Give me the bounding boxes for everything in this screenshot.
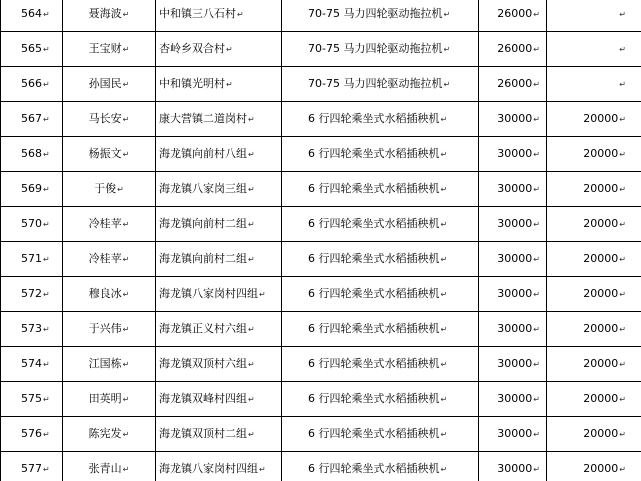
cell-number-text: 569 [21,182,42,195]
paragraph-mark-icon: ↵ [440,290,448,299]
cell-machine [282,382,479,417]
cell-village [156,382,282,417]
cell-machine-text: 6 行四轮乘坐式水稻插秧机 [308,427,440,440]
cell-machine-text: 6 行四轮乘坐式水稻插秧机 [308,217,440,230]
cell-number [1,172,63,207]
cell-number [1,242,63,277]
cell-name [63,102,156,137]
paragraph-mark-icon: ↵ [619,115,626,124]
cell-number [1,382,63,417]
cell-price-text: 30000 [497,182,533,195]
paragraph-mark-icon: ↵ [440,150,448,159]
cell-price-text: 26000 [497,77,533,90]
cell-number-text: 565 [21,42,42,55]
cell-number-text: 574 [21,357,42,370]
cell-machine-text: 6 行四轮乘坐式水稻插秧机 [308,287,440,300]
cell-subsidy [547,417,641,452]
cell-village-text: 海龙镇双峰村四组 [159,392,247,405]
cell-machine [282,32,479,67]
paragraph-mark-icon: ↵ [43,220,50,229]
table-row [1,242,641,277]
cell-subsidy [547,452,641,481]
cell-number-text: 564 [21,7,42,20]
cell-name-text: 聂海波 [88,7,122,20]
table-row [1,137,641,172]
cell-price-text: 30000 [497,147,533,160]
cell-number-text: 572 [21,287,42,300]
cell-subsidy-text: 20000 [583,217,619,230]
paragraph-mark-icon: ↵ [43,430,50,439]
paragraph-mark-icon: ↵ [122,45,130,54]
cell-machine [282,347,479,382]
cell-number-text: 566 [21,77,42,90]
cell-subsidy [547,137,641,172]
paragraph-mark-icon: ↵ [43,325,50,334]
cell-price-text: 30000 [497,392,533,405]
cell-subsidy [547,312,641,347]
cell-machine [282,312,479,347]
cell-name-text: 江国栋 [88,357,122,370]
cell-subsidy-text: 20000 [583,147,619,160]
paragraph-mark-icon: ↵ [533,150,540,159]
cell-name [63,0,156,32]
cell-name [63,382,156,417]
cell-village [156,102,282,137]
cell-village-text: 海龙镇双顶村二组 [159,427,247,440]
cell-price [479,277,547,312]
paragraph-mark-icon: ↵ [248,185,255,194]
cell-village [156,67,282,102]
cell-village [156,277,282,312]
cell-number [1,452,63,481]
paragraph-mark-icon: ↵ [122,150,130,159]
cell-number-text: 571 [21,252,42,265]
paragraph-mark-icon: ↵ [248,395,255,404]
cell-village-text: 海龙镇正义村六组 [159,322,247,335]
cell-subsidy-text: 20000 [583,357,619,370]
cell-machine-text: 6 行四轮乘坐式水稻插秧机 [308,112,440,125]
cell-village [156,347,282,382]
cell-number [1,102,63,137]
cell-subsidy-text: 20000 [583,252,619,265]
cell-number [1,0,63,32]
paragraph-mark-icon: ↵ [533,115,540,124]
paragraph-mark-icon: ↵ [122,360,130,369]
paragraph-mark-icon: ↵ [533,220,540,229]
cell-name-text: 杨振文 [88,147,122,160]
paragraph-mark-icon: ↵ [443,45,451,54]
cell-village [156,207,282,242]
cell-subsidy [547,242,641,277]
paragraph-mark-icon: ↵ [43,395,50,404]
cell-machine-text: 6 行四轮乘坐式水稻插秧机 [308,462,440,475]
cell-village-text: 海龙镇八家岗村四组 [159,462,258,475]
cell-village [156,417,282,452]
paragraph-mark-icon: ↵ [619,465,626,474]
table-row [1,417,641,452]
cell-subsidy [547,32,641,67]
paragraph-mark-icon: ↵ [248,360,255,369]
paragraph-mark-icon: ↵ [43,10,50,19]
table-row [1,32,641,67]
cell-price [479,137,547,172]
paragraph-mark-icon: ↵ [43,80,50,89]
table-row [1,347,641,382]
paragraph-mark-icon: ↵ [619,45,626,54]
paragraph-mark-icon: ↵ [440,395,448,404]
cell-name [63,347,156,382]
paragraph-mark-icon: ↵ [43,115,50,124]
cell-name-text: 王宝财 [88,42,122,55]
paragraph-mark-icon: ↵ [440,465,448,474]
paragraph-mark-icon: ↵ [43,360,50,369]
cell-price [479,102,547,137]
cell-machine-text: 70-75 马力四轮驱动拖拉机 [308,77,443,90]
paragraph-mark-icon: ↵ [122,395,130,404]
cell-village [156,32,282,67]
cell-number [1,207,63,242]
cell-number-text: 568 [21,147,42,160]
cell-village-text: 海龙镇双顶村六组 [159,357,247,370]
cell-name [63,67,156,102]
paragraph-mark-icon: ↵ [248,325,255,334]
paragraph-mark-icon: ↵ [122,115,130,124]
cell-machine-text: 70-75 马力四轮驱动拖拉机 [308,7,443,20]
paragraph-mark-icon: ↵ [619,220,626,229]
paragraph-mark-icon: ↵ [619,325,626,334]
cell-machine [282,102,479,137]
paragraph-mark-icon: ↵ [440,220,448,229]
paragraph-mark-icon: ↵ [440,255,448,264]
paragraph-mark-icon: ↵ [533,45,540,54]
cell-subsidy [547,0,641,32]
cell-village [156,242,282,277]
cell-name-text: 田英明 [88,392,122,405]
cell-price-text: 30000 [497,357,533,370]
cell-price [479,417,547,452]
cell-price-text: 30000 [497,217,533,230]
cell-machine-text: 6 行四轮乘坐式水稻插秧机 [308,182,440,195]
table-row [1,452,641,481]
cell-village [156,172,282,207]
cell-subsidy [547,207,641,242]
cell-subsidy [547,102,641,137]
cell-village [156,452,282,481]
paragraph-mark-icon: ↵ [122,430,130,439]
cell-machine [282,242,479,277]
paragraph-mark-icon: ↵ [259,465,266,474]
cell-subsidy [547,172,641,207]
cell-price [479,382,547,417]
cell-price-text: 30000 [497,322,533,335]
cell-subsidy [547,67,641,102]
paragraph-mark-icon: ↵ [533,255,540,264]
cell-number [1,347,63,382]
paragraph-mark-icon: ↵ [440,430,448,439]
paragraph-mark-icon: ↵ [533,290,540,299]
cell-name [63,277,156,312]
cell-price-text: 26000 [497,42,533,55]
paragraph-mark-icon: ↵ [122,465,130,474]
cell-subsidy-text: 20000 [583,287,619,300]
cell-name [63,452,156,481]
cell-price [479,32,547,67]
paragraph-mark-icon: ↵ [533,395,540,404]
paragraph-mark-icon: ↵ [533,185,540,194]
paragraph-mark-icon: ↵ [443,80,451,89]
cell-number [1,312,63,347]
paragraph-mark-icon: ↵ [440,360,448,369]
cell-subsidy [547,277,641,312]
cell-price-text: 30000 [497,287,533,300]
cell-subsidy-text: 20000 [583,112,619,125]
paragraph-mark-icon: ↵ [43,185,50,194]
paragraph-mark-icon: ↵ [122,80,130,89]
cell-machine-text: 6 行四轮乘坐式水稻插秧机 [308,147,440,160]
cell-name [63,137,156,172]
paragraph-mark-icon: ↵ [248,220,255,229]
paragraph-mark-icon: ↵ [443,10,451,19]
cell-name-text: 穆良冰 [88,287,122,300]
cell-machine-text: 6 行四轮乘坐式水稻插秧机 [308,252,440,265]
paragraph-mark-icon: ↵ [440,325,448,334]
paragraph-mark-icon: ↵ [43,290,50,299]
cell-number-text: 575 [21,392,42,405]
paragraph-mark-icon: ↵ [533,80,540,89]
cell-name-text: 陈宪发 [88,427,122,440]
paragraph-mark-icon: ↵ [122,220,130,229]
paragraph-mark-icon: ↵ [619,360,626,369]
paragraph-mark-icon: ↵ [122,10,130,19]
table-row [1,277,641,312]
cell-name-text: 冷桂苹 [88,252,122,265]
paragraph-mark-icon: ↵ [226,45,233,54]
cell-village-text: 海龙镇向前村二组 [159,252,247,265]
cell-village [156,312,282,347]
cell-machine [282,452,479,481]
cell-price [479,0,547,32]
cell-name [63,242,156,277]
cell-price [479,347,547,382]
paragraph-mark-icon: ↵ [619,10,626,19]
paragraph-mark-icon: ↵ [43,45,50,54]
cell-number [1,137,63,172]
paragraph-mark-icon: ↵ [619,185,626,194]
cell-subsidy-text: 20000 [583,182,619,195]
cell-price [479,67,547,102]
paragraph-mark-icon: ↵ [43,255,50,264]
cell-subsidy [547,382,641,417]
paragraph-mark-icon: ↵ [619,150,626,159]
cell-name-text: 孙国民 [88,77,122,90]
cell-village-text: 中和镇三八石村 [159,7,236,20]
cell-subsidy [547,347,641,382]
paragraph-mark-icon: ↵ [619,430,626,439]
paragraph-mark-icon: ↵ [533,325,540,334]
table-row [1,172,641,207]
cell-name-text: 于俊 [94,182,117,195]
table-row [1,102,641,137]
cell-machine [282,207,479,242]
paragraph-mark-icon: ↵ [226,80,233,89]
cell-machine-text: 6 行四轮乘坐式水稻插秧机 [308,357,440,370]
table-body [1,0,641,481]
cell-subsidy-text: 20000 [583,392,619,405]
cell-number-text: 577 [21,462,42,475]
cell-subsidy-text: 20000 [583,462,619,475]
cell-machine [282,67,479,102]
cell-machine-text: 6 行四轮乘坐式水稻插秧机 [308,322,440,335]
table-row [1,67,641,102]
paragraph-mark-icon: ↵ [43,150,50,159]
cell-price [479,312,547,347]
paragraph-mark-icon: ↵ [259,290,266,299]
table-row [1,207,641,242]
paragraph-mark-icon: ↵ [619,290,626,299]
cell-price-text: 26000 [497,7,533,20]
cell-number-text: 570 [21,217,42,230]
cell-subsidy-text: 20000 [583,427,619,440]
table-row [1,382,641,417]
cell-name [63,207,156,242]
cell-machine-text: 6 行四轮乘坐式水稻插秧机 [308,392,440,405]
cell-number [1,277,63,312]
cell-name [63,172,156,207]
cell-price [479,242,547,277]
paragraph-mark-icon: ↵ [248,255,255,264]
cell-name [63,32,156,67]
cell-name-text: 于兴伟 [88,322,122,335]
cell-price [479,172,547,207]
cell-number [1,417,63,452]
cell-machine [282,417,479,452]
cell-subsidy-text: 20000 [583,322,619,335]
cell-machine [282,172,479,207]
paragraph-mark-icon: ↵ [619,255,626,264]
cell-price [479,452,547,481]
cell-name [63,417,156,452]
cell-number-text: 567 [21,112,42,125]
paragraph-mark-icon: ↵ [117,185,124,194]
paragraph-mark-icon: ↵ [122,290,130,299]
cell-village-text: 海龙镇八家岗三组 [159,182,247,195]
cell-machine [282,137,479,172]
paragraph-mark-icon: ↵ [533,430,540,439]
paragraph-mark-icon: ↵ [122,255,130,264]
cell-machine-text: 70-75 马力四轮驱动拖拉机 [308,42,443,55]
cell-price-text: 30000 [497,252,533,265]
paragraph-mark-icon: ↵ [440,185,448,194]
cell-village-text: 中和镇光明村 [159,77,225,90]
paragraph-mark-icon: ↵ [533,360,540,369]
table-row [1,312,641,347]
cell-name-text: 马长安 [88,112,122,125]
cell-machine [282,0,479,32]
cell-name-text: 冷桂苹 [88,217,122,230]
cell-village [156,0,282,32]
cell-village-text: 康大营镇二道岗村 [159,112,247,125]
cell-price [479,207,547,242]
cell-village [156,137,282,172]
cell-machine [282,277,479,312]
paragraph-mark-icon: ↵ [237,10,244,19]
cell-number [1,32,63,67]
paragraph-mark-icon: ↵ [440,115,448,124]
paragraph-mark-icon: ↵ [43,465,50,474]
table-row [1,0,641,32]
cell-village-text: 海龙镇向前村二组 [159,217,247,230]
cell-village-text: 海龙镇向前村八组 [159,147,247,160]
paragraph-mark-icon: ↵ [248,150,255,159]
cell-price-text: 30000 [497,462,533,475]
paragraph-mark-icon: ↵ [619,395,626,404]
cell-price-text: 30000 [497,427,533,440]
paragraph-mark-icon: ↵ [619,80,626,89]
cell-number-text: 576 [21,427,42,440]
cell-name [63,312,156,347]
paragraph-mark-icon: ↵ [122,325,130,334]
paragraph-mark-icon: ↵ [533,10,540,19]
cell-number [1,67,63,102]
cell-name-text: 张青山 [88,462,122,475]
paragraph-mark-icon: ↵ [248,430,255,439]
cell-village-text: 杏岭乡双合村 [159,42,225,55]
cell-village-text: 海龙镇八家岗村四组 [159,287,258,300]
cell-number-text: 573 [21,322,42,335]
cell-price-text: 30000 [497,112,533,125]
paragraph-mark-icon: ↵ [248,115,255,124]
paragraph-mark-icon: ↵ [533,465,540,474]
